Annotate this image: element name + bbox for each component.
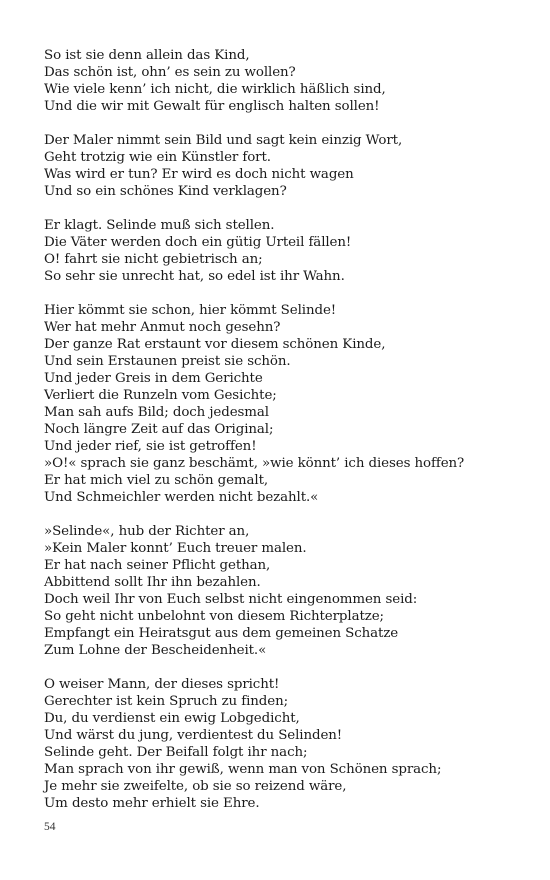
poem-stanza [44, 676, 539, 812]
poem-line: Selinde geht. Der Beifall folgt ihr nach; [44, 745, 308, 760]
poem-line: So ist sie denn allein das Kind, [44, 48, 250, 63]
poem-line: »Kein Maler konnt’ Euch treuer malen. [44, 541, 307, 556]
poem-line: So geht nicht unbelohnt von diesem Richterplatze; [44, 609, 384, 624]
poem-line: Du, du verdienst ein ewig Lobgedicht, [44, 711, 300, 726]
poem-line: Man sah aufs Bild; doch jedesmal [44, 405, 269, 420]
poem-line: »Selinde«, hub der Richter an, [44, 524, 250, 539]
poem-line: Empfangt ein Heiratsgut aus dem gemeinen Schatze [44, 626, 399, 641]
poem-line: Hier kömmt sie schon, hier kömmt Selinde! [44, 303, 337, 318]
poem-line: Geht trotzig wie ein Künstler fort. [44, 150, 271, 165]
poem-line: Die Väter werden doch ein gütig Urteil fällen! [44, 235, 352, 250]
poem-line: »O!« sprach sie ganz beschämt, »wie könnt’ ich dieses hoffen? [44, 456, 465, 471]
poem-line: Abbittend sollt Ihr ihn bezahlen. [44, 575, 261, 590]
poem-line: Der ganze Rat erstaunt vor diesem schönen Kinde, [44, 337, 386, 352]
poem-line: Wer hat mehr Anmut noch gesehn? [44, 320, 281, 335]
poem-line: Man sprach von ihr gewiß, wenn man von Schönen sprach; [44, 762, 442, 777]
poem-line: Zum Lohne der Bescheidenheit.« [44, 643, 267, 658]
page-number: 54 [44, 821, 56, 833]
poem-stanza [44, 47, 539, 115]
poem-line: Und jeder rief, sie ist getroffen! [44, 439, 257, 454]
poem-line: Noch längre Zeit auf das Original; [44, 422, 274, 437]
poem-line: Und jeder Greis in dem Gerichte [44, 371, 263, 386]
poem-line: Er hat mich viel zu schön gemalt, [44, 473, 269, 488]
poem-stanza [44, 523, 539, 659]
poem-line: Und wärst du jung, verdientest du Selinden! [44, 728, 343, 743]
poem-line: Verliert die Runzeln vom Gesichte; [44, 388, 277, 403]
poem-line: Er hat nach seiner Pflicht gethan, [44, 558, 271, 573]
poem-line: Und sein Erstaunen preist sie schön. [44, 354, 291, 369]
poem-line: Und Schmeichler werden nicht bezahlt.« [44, 490, 319, 505]
poem-line: Und die wir mit Gewalt für englisch halten sollen! [44, 99, 380, 114]
poem-stanza [44, 302, 539, 506]
poem-line: Gerechter ist kein Spruch zu finden; [44, 694, 289, 709]
poem-line: Der Maler nimmt sein Bild und sagt kein einzig Wort, [44, 133, 403, 148]
poem-line: So sehr sie unrecht hat, so edel ist ihr Wahn. [44, 269, 345, 284]
poem-line: Um desto mehr erhielt sie Ehre. [44, 796, 260, 811]
poem-line: Was wird er tun? Er wird es doch nicht wagen [44, 167, 354, 182]
poem-stanza [44, 132, 539, 200]
poem-line: Je mehr sie zweifelte, ob sie so reizend wäre, [44, 779, 347, 794]
poem-line: Das schön ist, ohn’ es sein zu wollen? [44, 65, 296, 80]
poem-line: Er klagt. Selinde muß sich stellen. [44, 218, 275, 233]
poem-body [44, 47, 539, 829]
poem-line: Doch weil Ihr von Euch selbst nicht eingenommen seid: [44, 592, 418, 607]
poem-line: O weiser Mann, der dieses spricht! [44, 677, 280, 692]
poem-line: Und so ein schönes Kind verklagen? [44, 184, 287, 199]
poem-stanza [44, 217, 539, 285]
poem-line: O! fahrt sie nicht gebietrisch an; [44, 252, 263, 267]
poem-line: Wie viele kenn’ ich nicht, die wirklich häßlich sind, [44, 82, 386, 97]
